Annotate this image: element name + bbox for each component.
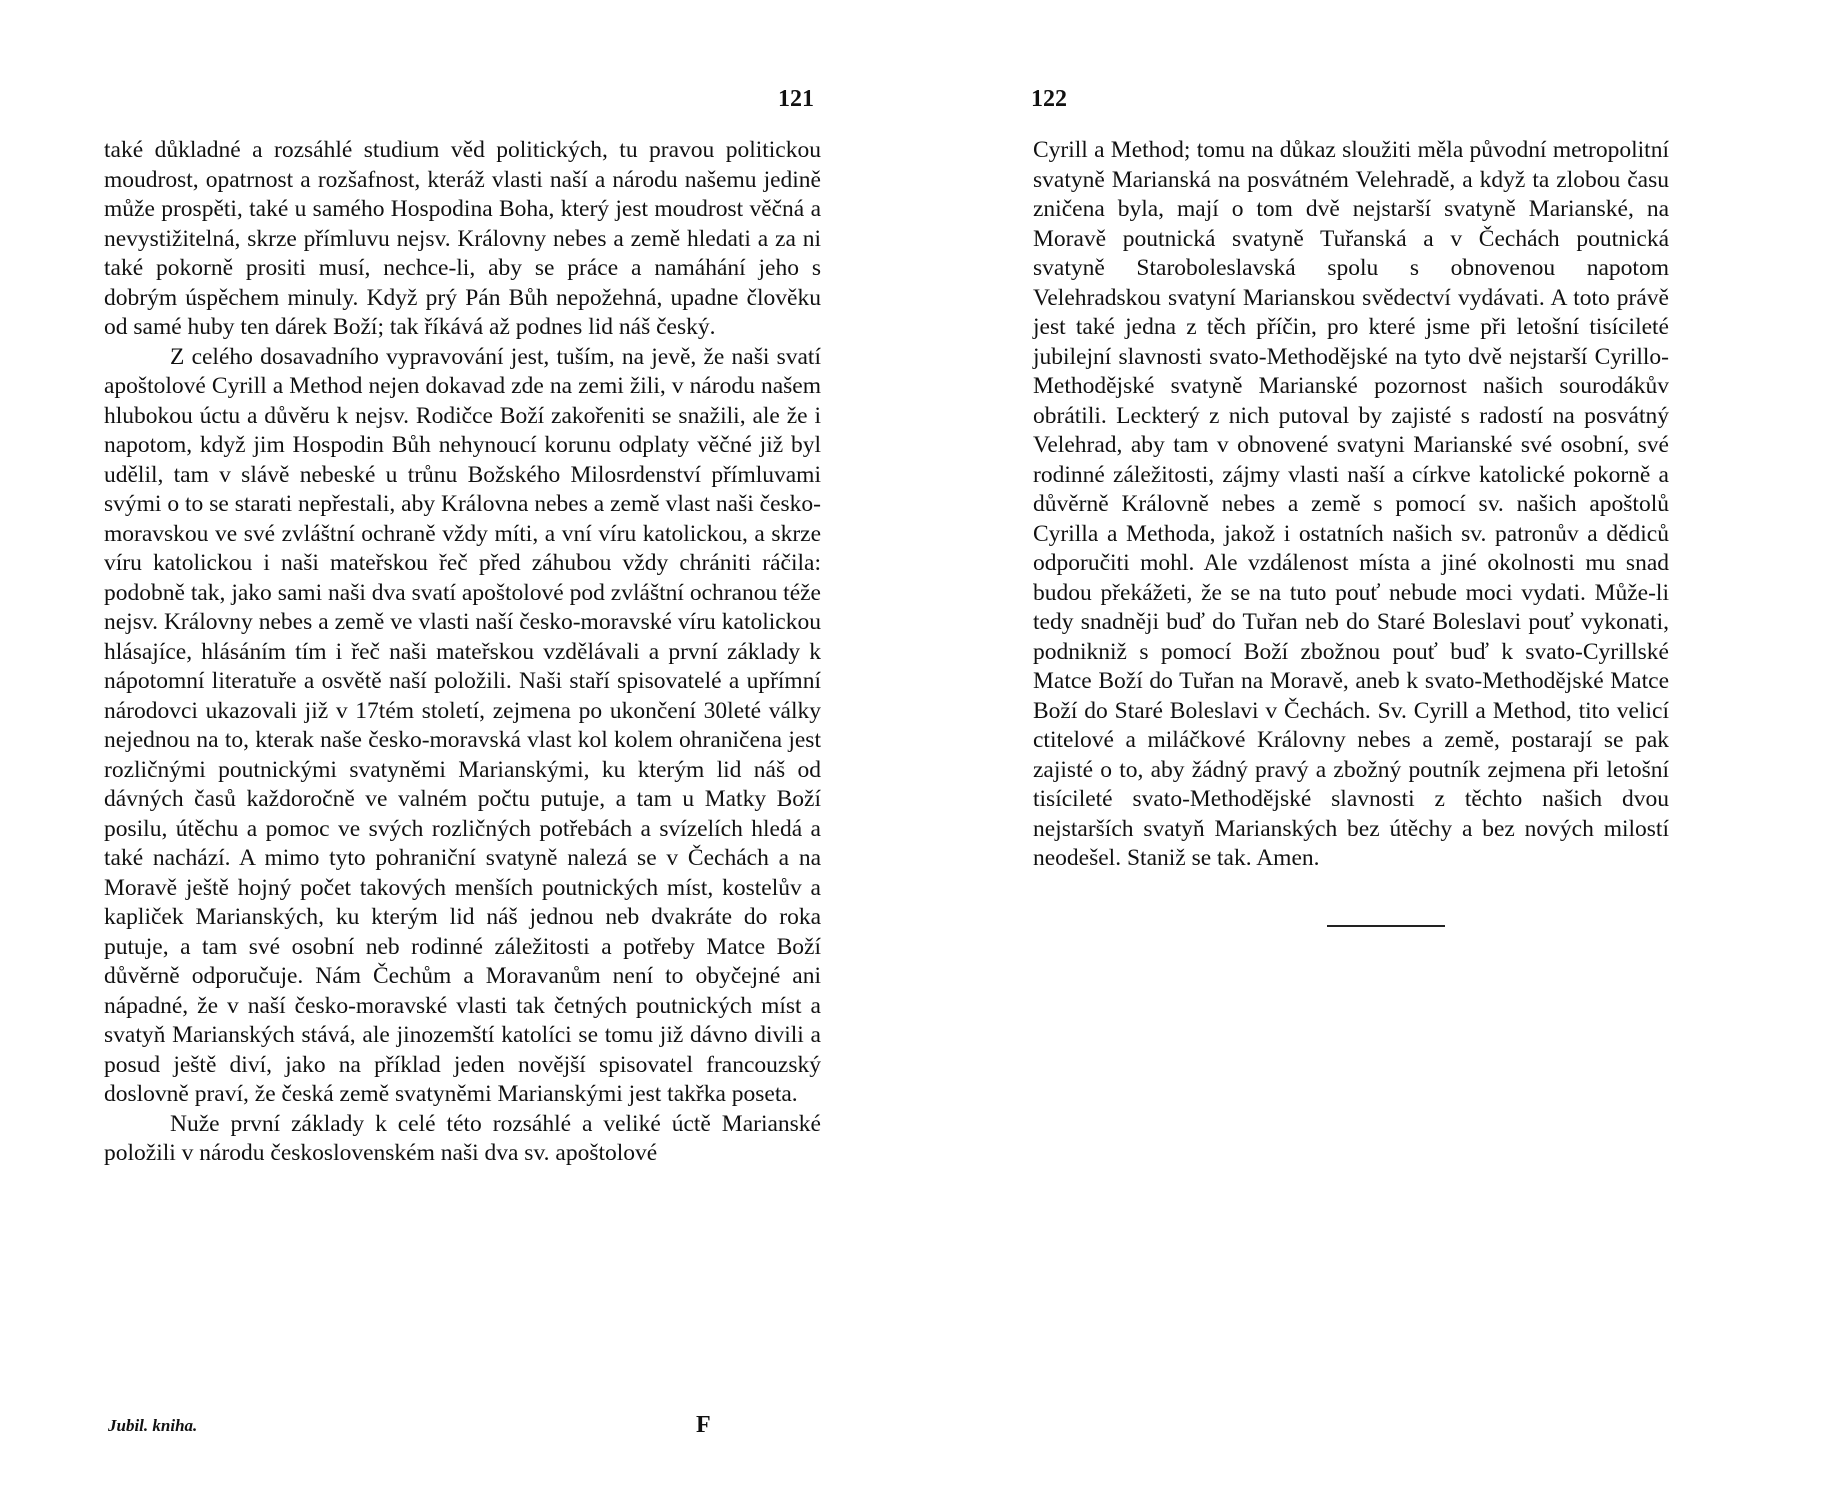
paragraph: také důkladné a rozsáhlé studium věd politických, tu pravou politickou moudrost, opatrnost a rozšafnost, kteráž vlasti naší a národu našemu jedině může prospěti, také u samého Hospodina Boha, který jest moudrost věčná a nevystižitelná, skrze přímluvu nejsv. Královny nebes a země hledati a za ni také pokorně prositi musí, nechce-li, aby se práce a namáhání jeho s dobrým úspěchem minuly. Když prý Pán Bůh nepožehná, upadne člověku od samé huby ten dárek Boží; tak říkává až podnes lid náš český. xyxy=(104,137,821,340)
body-text xyxy=(1033,136,1669,874)
end-rule xyxy=(1327,925,1445,927)
page-number: 121 xyxy=(778,86,814,112)
body-text xyxy=(104,136,821,1169)
paragraph: Z celého dosavadního vypravování jest, tuším, na jevě, že naši svatí apoštolové Cyrill a Method nejen dokavad zde na zemi žili, v národu našem hlubokou úctu a důvěru k nejsv. Rodičce Boží zakořeniti se snažili, ale že i napotom, když jim Hospodin Bůh nehynoucí korunu odplaty věčné již byl udělil, tam v slávě nebeské u trůnu Božského Milosrdenství přímluvami svými o to se starati nepřestali, aby Královna nebes a země vlast naši česko-moravskou ve své zvláštní ochraně vždy míti, a vní víru katolickou, a skrze víru katolickou i naši mateřskou řeč před záhubou vždy chrániti ráčila: podobně tak, jako sami naši dva svatí apoštolové pod zvláštní ochranou téže nejsv. Královny nebes a země ve vlasti naší česko-moravské víru katolickou hlásajíce, hlásáním tím i řeč naši mateřskou vzdělávali a první základy k nápotomní literatuře a osvětě naší položili. Naši staří spisovatelé a upřímní národovci ukazovali již v 17tém století, zejmena po ukončení 30leté války nejednou na to, kterak naše česko-moravská vlast kol kolem ohraničena jest rozličnými poutnickými svatyněmi Marianskými, ku kterým lid náš od dávných časů každoročně ve valném počtu putuje, a tam u Matky Boží posilu, útěchu a pomoc ve svých rozličných potřebách a svízelích hledá a také nachází. A mimo tyto pohraniční svatyně nalezá se v Čechách a na Moravě ještě hojný počet takových menších poutnických míst, kostelův a kapliček Marianských, ku kterým lid náš jednou neb dvakráte do roka putuje, a tam své osobní neb rodinné záležitosti a potřeby Matce Boží důvěrně odporučuje. Nám Čechům a Moravanům není to obyčejné ani nápadné, že v naší česko-moravské vlasti tak četných poutnických míst a svatyň Marianských stává, ale jinozemští katolíci se tomu již dávno divili a posud ještě diví, jako na příklad jeden novější spisovatel francouzský doslovně praví, že česká země svatyněmi Marianskými jest takřka poseta. xyxy=(104,343,821,1107)
signature-mark: F xyxy=(696,1412,711,1438)
paragraph: Nuže první základy k celé této rozsáhlé a veliké úctě Marianské položili v národu československém naši dva sv. apoštolové xyxy=(104,1110,821,1166)
paragraph: Cyrill a Method; tomu na důkaz sloužiti měla původní metropolitní svatyně Marianská na posvátném Velehradě, a když ta zlobou času zničena byla, mají o tom dvě nejstarší svatyně Marianské, na Moravě poutnická svatyně Tuřanská a v Čechách poutnická svatyně Staroboleslavská spolu s obnovenou napotom Velehradskou svatyní Marianskou svědectví vydávati. A toto právě jest také jedna z těch příčin, pro které jsme při letošní tisícileté jubilejní slavnosti svato-Methodějské na tyto dvě nejstarší Cyrillo-Methodějské svatyně Marianské pozornost našich sourodákův obrátili. Leckterý z nich putoval by zajisté s radostí na posvátný Velehrad, aby tam v obnovené svatyni Marianské své osobní, své rodinné záležitosti, zájmy vlasti naší a církve katolické pokorně a důvěrně Královně nebes a země s pomocí sv. našich apoštolů Cyrilla a Methoda, jakož i ostatních našich sv. patronův a dědiců odporučiti mohl. Ale vzdálenost místa a jiné okolnosti mu snad budou překážeti, že se na tuto pouť nebude moci vydati. Může-li tedy snadněji buď do Tuřan neb do Staré Boleslavi pouť vykonati, podnikniž s pomocí Boží zbožnou pouť buď k svato-Cyrillské Matce Boží do Tuřan na Moravě, aneb k svato-Methodějské Matce Boží do Staré Boleslavi v Čechách. Sv. Cyrill a Method, tito velicí ctitelové a miláčkové Královny nebes a země, postarají se pak zajisté o to, aby žádný pravý a zbožný poutník zejmena při letošní tisícileté svato-Methodějské slavnosti z těchto našich dvou nejstarších svatyň Marianských bez útěchy a bez nových milostí neodešel. Staniž se tak. Amen. xyxy=(1033,137,1669,871)
page-footer xyxy=(104,1412,821,1442)
footer-label: Jubil. kniha. xyxy=(108,1416,198,1435)
right-page xyxy=(921,0,1842,1500)
page-number: 122 xyxy=(1031,86,1067,112)
